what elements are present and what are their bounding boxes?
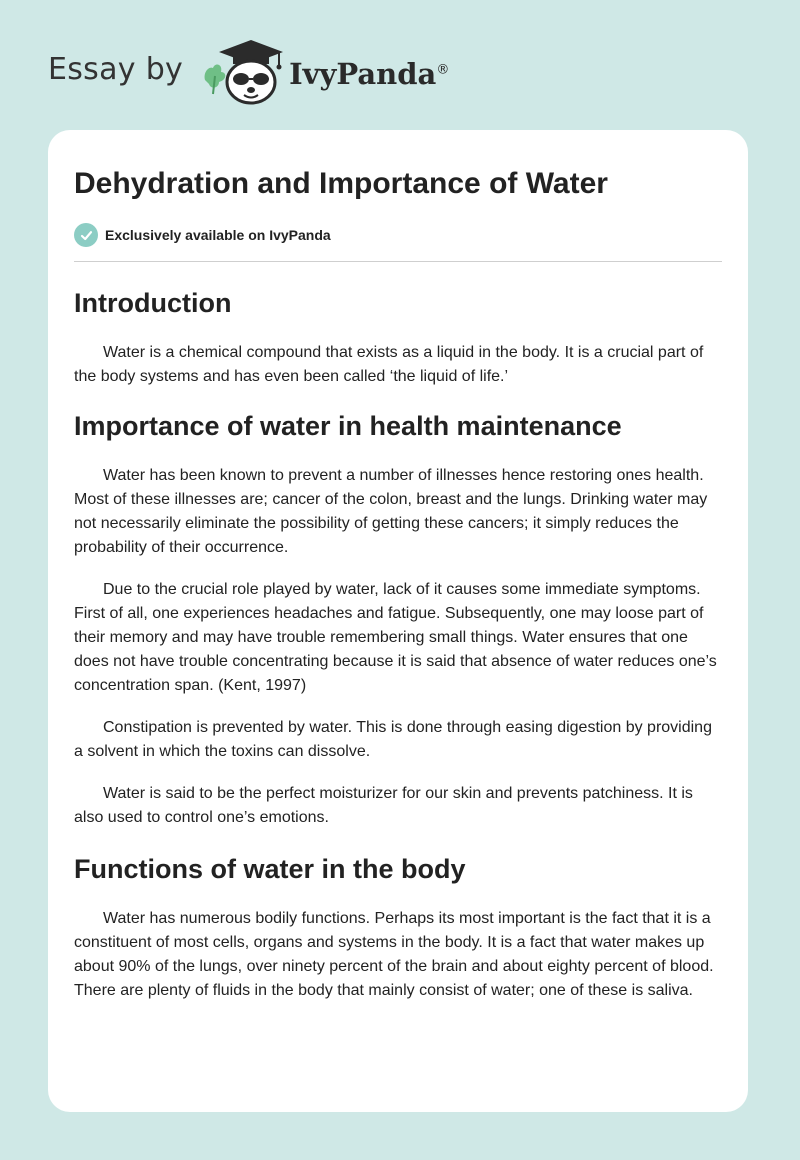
paragraph: Water is said to be the perfect moisturizer for our skin and prevents patchiness. It is also used to control one’s emotions. (74, 785, 693, 826)
section-heading: Introduction (74, 288, 232, 318)
section-heading: Functions of water in the body (74, 854, 466, 884)
registered-mark: ® (436, 62, 450, 78)
paragraph: Water has numerous bodily functions. Perhaps its most important is the fact that it is a constituent of most cells, organs and systems in the body. It is a fact that water makes up about 90% of the lungs, over ninety percent of the brain and about eighty percent of blood. There are plenty of fluids in the body that mainly consist of water; one of these is saliva. (74, 910, 714, 999)
exclusive-badge (74, 222, 722, 248)
section-introduction (74, 286, 722, 389)
section-importance (74, 409, 722, 830)
paragraph: Due to the crucial role played by water, lack of it causes some immediate symptoms. First of all, one experiences headaches and fatigue. Subsequently, one may loose part of their memory and may have trouble remembering small things. Water ensures that one does not have trouble concentrating because it is said that absence of water reduces one’s concentration span. (Kent, 1997) (74, 581, 717, 694)
brand-name-text: IvyPanda (289, 57, 437, 91)
page-title: Dehydration and Importance of Water (74, 167, 608, 200)
ivypanda-logo-icon[interactable] (201, 36, 285, 108)
paragraph: Water has been known to prevent a number of illnesses hence restoring ones health. Most of these illnesses are; cancer of the colon, breast and the lungs. Drinking water may not necessarily eliminate the possibility of getting these cancers; it simply reduces the probability of their occurrence. (74, 467, 708, 556)
checkmark-icon (74, 223, 98, 247)
paragraph: Water is a chemical compound that exists as a liquid in the body. It is a crucial part of the body systems and has even been called ‘the liquid of life.’ (74, 344, 704, 385)
essay-by-label: Essay by (48, 51, 184, 87)
exclusive-badge-label: Exclusively available on IvyPanda (105, 227, 331, 243)
paragraph: Constipation is prevented by water. This is done through easing digestion by providing a solvent in which the toxins can dissolve. (74, 719, 712, 760)
essay-card (48, 130, 748, 1112)
divider (74, 261, 722, 262)
section-functions (74, 852, 722, 1003)
section-heading: Importance of water in health maintenance (74, 411, 622, 441)
brand-name[interactable] (289, 57, 449, 91)
brand-header (48, 36, 449, 108)
